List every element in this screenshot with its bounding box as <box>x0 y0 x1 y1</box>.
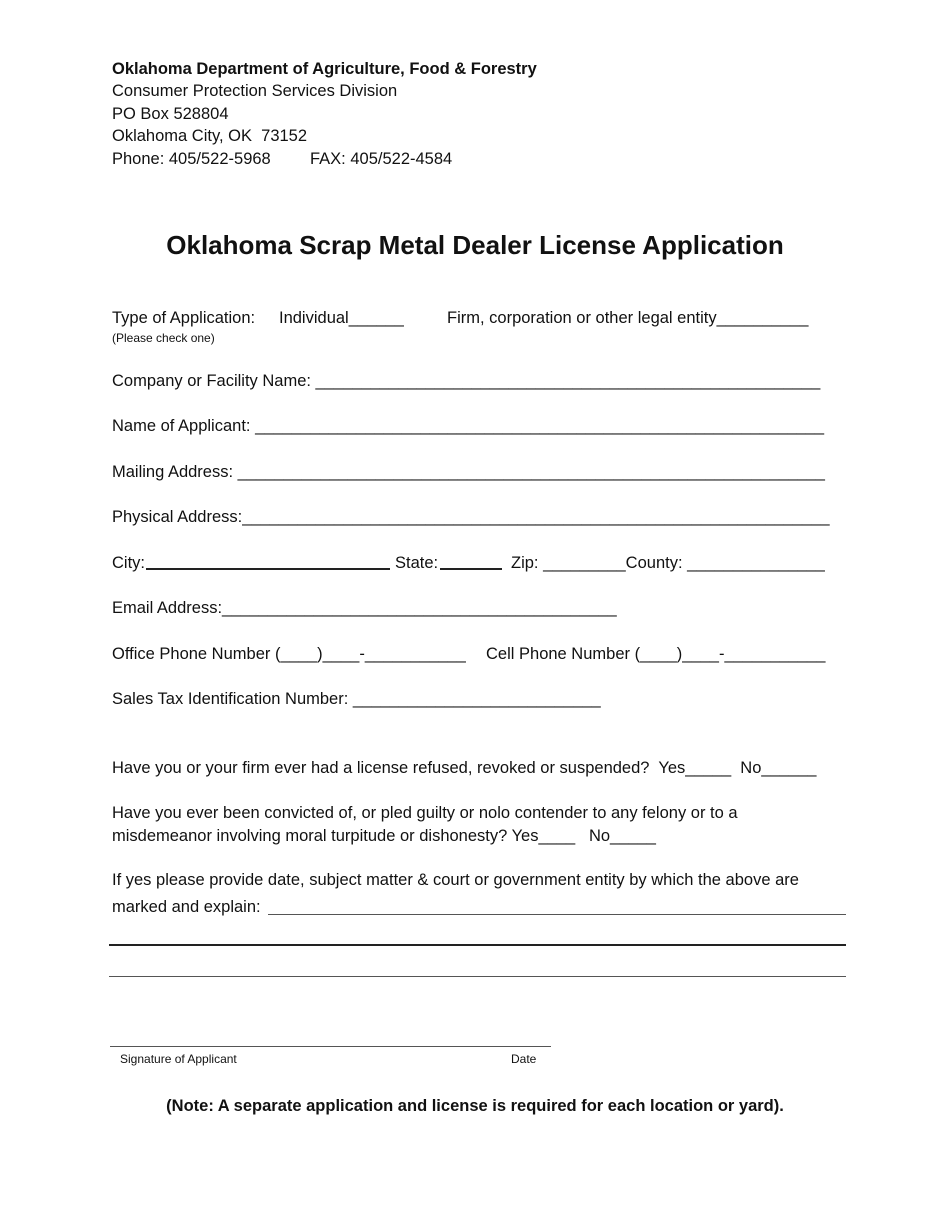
explain-input-line-2[interactable] <box>109 944 846 946</box>
conviction-question-line1: Have you ever been convicted of, or pled guilty or nolo contender to any felony or to a <box>112 804 738 822</box>
individual-option-field[interactable]: Individual______ <box>279 309 404 327</box>
application-type-label: Type of Application: <box>112 309 256 327</box>
email-address-field[interactable]: Email Address:___________________________________________ <box>112 599 617 617</box>
entity-option-field[interactable]: Firm, corporation or other legal entity__________ <box>447 309 809 327</box>
explain-prompt-line2: marked and explain: <box>112 898 261 916</box>
explain-input-line-1[interactable] <box>268 914 846 915</box>
office-phone-field[interactable]: Office Phone Number (____)____-___________ <box>112 645 466 663</box>
footer-note: (Note: A separate application and license is required for each location or yard). <box>166 1097 784 1115</box>
division-name: Consumer Protection Services Division <box>112 82 398 100</box>
explain-prompt-line1: If yes please provide date, subject matter & court or government entity by which the above are <box>112 871 799 889</box>
explain-input-line-3[interactable] <box>109 976 846 977</box>
page-title: Oklahoma Scrap Metal Dealer License Application <box>166 230 784 260</box>
check-one-hint: (Please check one) <box>112 331 215 345</box>
signature-line[interactable] <box>110 1046 551 1047</box>
city-state-zip: Oklahoma City, OK 73152 <box>112 127 308 145</box>
conviction-question-line2[interactable]: misdemeanor involving moral turpitude or dishonesty? Yes____ No_____ <box>112 827 656 845</box>
date-label: Date <box>511 1052 537 1066</box>
state-input-line[interactable] <box>440 568 502 570</box>
mailing-address-field[interactable]: Mailing Address: ________________________________________________________________ <box>112 463 825 481</box>
fax-number: FAX: 405/522-4584 <box>310 150 453 168</box>
applicant-name-field[interactable]: Name of Applicant: ______________________________________________________________ <box>112 417 825 435</box>
city-label: City: <box>112 554 145 572</box>
physical-address-field[interactable]: Physical Address:________________________________________________________________ <box>112 508 830 526</box>
cell-phone-field[interactable]: Cell Phone Number (____)____-___________ <box>486 645 826 663</box>
phone-number: Phone: 405/522-5968 <box>112 150 271 168</box>
state-label: State: <box>395 554 439 572</box>
company-name-field[interactable]: Company or Facility Name: _______________________________________________________ <box>112 372 821 390</box>
license-refused-question[interactable]: Have you or your firm ever had a license refused, revoked or suspended? Yes_____ No______ <box>112 759 817 777</box>
department-name: Oklahoma Department of Agriculture, Food & Forestry <box>112 60 537 78</box>
sales-tax-id-field[interactable]: Sales Tax Identification Number: ___________________________ <box>112 690 601 708</box>
city-input-line[interactable] <box>146 568 390 570</box>
zip-county-field[interactable]: Zip: _________County: _______________ <box>511 554 825 572</box>
po-box: PO Box 528804 <box>112 105 229 123</box>
signature-label: Signature of Applicant <box>120 1052 237 1066</box>
